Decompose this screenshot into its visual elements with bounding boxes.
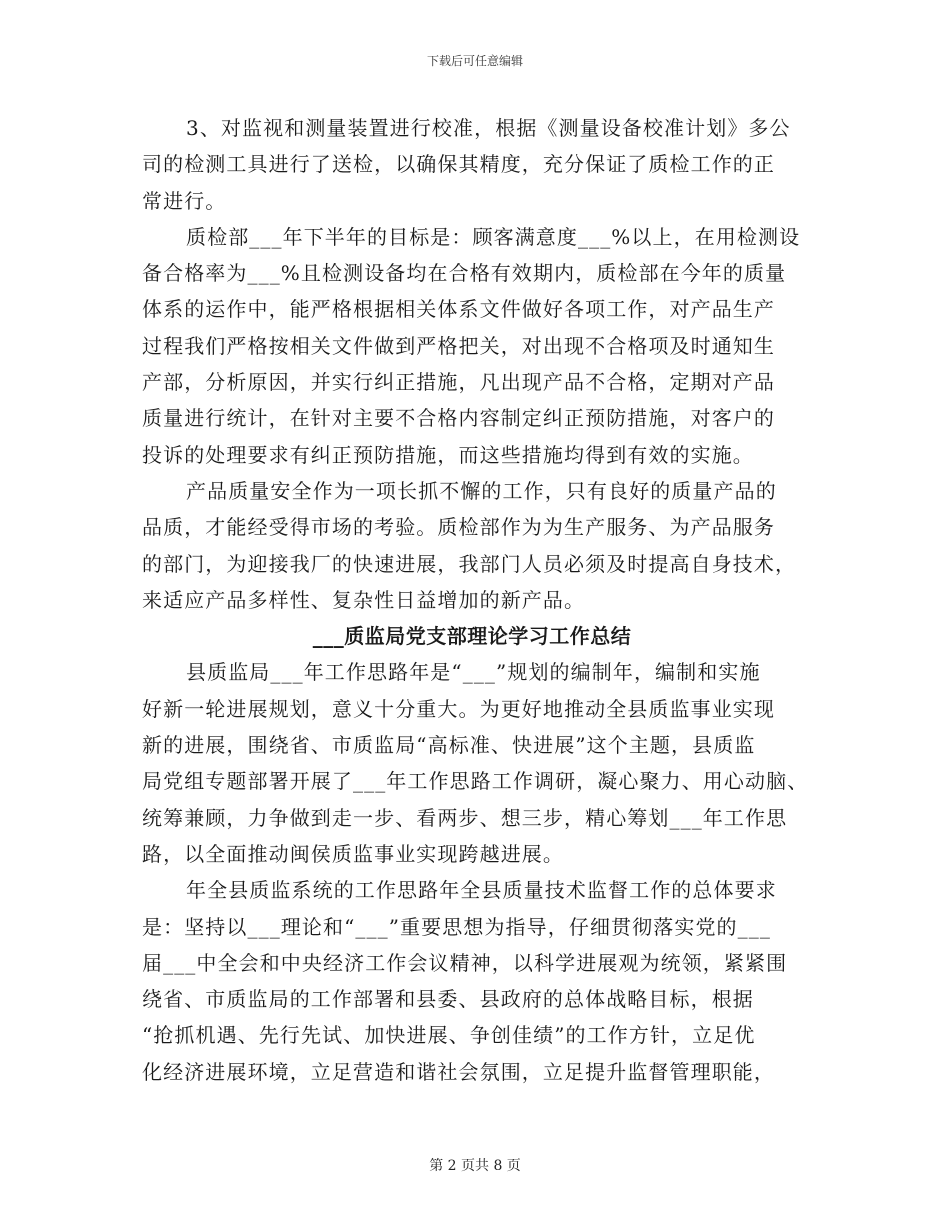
- text-line: 品质，才能经受得市场的考验。质检部作为为生产服务、为产品服务: [142, 515, 775, 540]
- text-line: 备合格率为___%且检测设备均在合格有效期内，质检部在今年的质量: [142, 261, 787, 286]
- text-line: 质检部___年下半年的目标是：顾客满意度___%以上，在用检测设: [186, 224, 801, 249]
- text-line: 产部，分析原因，并实行纠正措施，凡出现产品不合格，定期对产品: [142, 370, 775, 395]
- text-line: 司的检测工具进行了送检，以确保其精度，充分保证了质检工作的正: [142, 152, 775, 177]
- text-line: 县质监局___年工作思路年是“___”规划的编制年，编制和实施: [186, 660, 761, 685]
- text-line: 局党组专题部署开展了___年工作思路工作调研，凝心聚力、用心动脑、: [142, 769, 809, 794]
- text-line: 体系的运作中，能严格根据相关体系文件做好各项工作，对产品生产: [142, 297, 775, 322]
- text-line: 好新一轮进展规划，意义十分重大。为更好地推动全县质监事业实现: [142, 696, 775, 721]
- text-line: 年全县质监系统的工作思路年全县质量技术监督工作的总体要求: [186, 878, 777, 903]
- section-title: ___质监局党支部理论学习工作总结: [312, 624, 632, 649]
- text-line: 化经济进展环境，立足营造和谐社会氛围，立足提升监督管理职能，: [142, 1059, 775, 1084]
- text-line: 届___中全会和中央经济工作会议精神，以科学进展观为统领，紧紧围: [142, 950, 788, 975]
- text-line: 来适应产品多样性、复杂性日益增加的新产品。: [142, 587, 586, 612]
- text-line: 产品质量安全作为一项长抓不懈的工作，只有良好的质量产品的: [186, 478, 777, 503]
- document-body: [142, 110, 809, 1090]
- text-line: 常进行。: [142, 188, 227, 213]
- page-header: 下载后可任意编辑: [426, 54, 523, 68]
- text-line: 路，以全面推动闽侯质监事业实现跨越进展。: [142, 841, 564, 866]
- page-number: 第 2 页共 8 页: [429, 1158, 521, 1174]
- text-line: 过程我们严格按相关文件做到严格把关，对出现不合格项及时通知生: [142, 333, 775, 358]
- text-line: 3、对监视和测量装置进行校准，根据《测量设备校准计划》多公: [186, 116, 791, 140]
- text-line: 的部门，为迎接我厂的快速进展，我部门人员必须及时提高自身技术，: [142, 551, 797, 576]
- text-line: 投诉的处理要求有纠正预防措施，而这些措施均得到有效的实施。: [142, 442, 754, 467]
- text-line: 是：坚持以___理论和“___”重要思想为指导，仔细贯彻落实党的___: [142, 914, 771, 939]
- text-line: “抢抓机遇、先行先试、加快进展、争创佳绩”的工作方针，立足优: [142, 1023, 756, 1048]
- text-line: 新的进展，围绕省、市质监局“高标准、快进展”这个主题，县质监: [142, 733, 756, 758]
- text-line: 统筹兼顾，力争做到走一步、看两步、想三步，精心筹划___年工作思: [142, 805, 788, 830]
- text-line: 质量进行统计，在针对主要不合格内容制定纠正预防措施，对客户的: [142, 406, 775, 431]
- text-line: 绕省、市质监局的工作部署和县委、县政府的总体战略目标，根据: [142, 987, 754, 1012]
